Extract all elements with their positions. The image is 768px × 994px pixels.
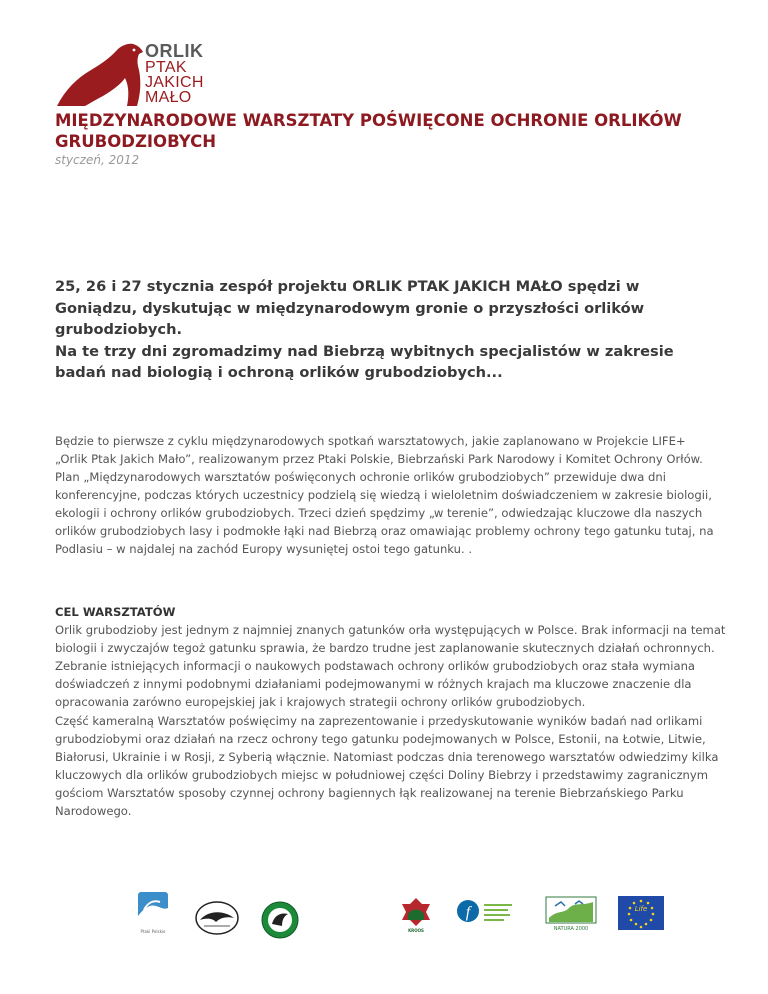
partner-logos — [0, 880, 768, 960]
fund-logo-icon — [456, 894, 516, 928]
eu-life-logo-icon — [618, 896, 664, 930]
goal-paragraph-1: Orlik grubodzioby jest jednym z najmniej znanych gatunków orła występujących w Polsce. Brak informacji na temat biologii i zwyczajów tegoż gatunku sprawia, że bardzo trudne jest zaplanowanie skutecznych działań ochronnych. — [55, 623, 726, 656]
logo-line-orlik: ORLIK — [145, 41, 204, 61]
lead-paragraph-2: Na te trzy dni zgromadzimy nad Biebrzą wybitnych specjalistów w zakresie badań nad biologią i ochroną orlików grubodziobych... — [55, 342, 674, 381]
natura-2000-label: NATURA 2000 — [553, 926, 589, 932]
goal-paragraph-3: Część kameralną Warsztatów poświęcimy na zaprezentowanie i przedyskutowanie wyników badań nad orlikami grubodziobymi oraz działań na rzecz ochrony tego gatunku podejmowanych w Polsce, Estonii, na Łotwie, Litwie, Białorusi, Ukrainie i w Rosji, z Syberią włącznie. Natomiast podczas dnia terenowego warsztatów odwiedzimy kilka kluczowych dla orlików grubodziobych miejsc w południowej części Doliny Biebrzy i przedstawimy zagranicznym gościom Warsztatów sposoby czynnej ochrony bagiennych łąk realizowanej na terenie Biebrzańskiego Parku Narodowego. — [55, 713, 719, 819]
lead-section — [55, 276, 705, 384]
kroos-label: KROOS — [408, 928, 424, 933]
eagle-oval-logo-icon — [194, 900, 240, 936]
eagle-committee-logo-icon — [260, 900, 300, 940]
publication-date: styczeń, 2012 — [55, 153, 140, 167]
goal-paragraph-2: Zebranie istniejących informacji o naukowych podstawach ochrony orlików grubodziobych oraz stała wymiana doświadczeń z innymi podobnymi działaniami podejmowanymi w różnych krajach ma kluczowe znaczenie dla opracowania zarówno europejskiej jak i krajowych strategii ochrony orlików grubodziobych. — [55, 659, 696, 710]
natura-2000-logo-icon — [545, 896, 597, 930]
logo-wordmark — [145, 42, 204, 105]
kroos-logo-icon — [400, 896, 432, 926]
page-title: MIĘDZYNARODOWE WARSZTATY POŚWIĘCONE OCHRONIE ORLIKÓW GRUBODZIOBYCH — [55, 111, 682, 151]
ptaki-polskie-logo-icon — [136, 890, 170, 928]
logo-line-malo: MAŁO — [145, 89, 192, 106]
section-heading: CEL WARSZTATÓW — [55, 605, 176, 619]
intro-paragraph: Będzie to pierwsze z cyklu międzynarodowych spotkań warsztatowych, jakie zaplanowano w Projekcie LIFE+ „Orlik Ptak Jakich Mało”, realizowanym przez Ptaki Polskie, Biebrzański Park Narodowy i Komitet Ochrony Orłów. Plan „Międzynarodowych warsztatów poświęconych ochronie orlików grubodziobych” przewiduje dwa dni konferencyjne, podczas których uczestnicy podzielą się wiedzą i wieloletnim doświadczeniem w zakresie biologii, ekologii i ochrony orlików grubodziobych. Trzeci dzień spędzimy „w terenie”, odwiedzając kluczowe dla naszych orlików grubodziobych lasy i podmokłe łąki nad Biebrzą oraz omawiając problemy ochrony tego gatunku tutaj, na Podlasiu – w najdalej na zachód Europy wysuniętej ostoi tego gatunku. . — [55, 434, 714, 556]
life-label: Life — [634, 905, 648, 913]
svg-text:f: f — [465, 904, 471, 921]
lead-paragraph-1: 25, 26 i 27 stycznia zespół projektu ORLIK PTAK JAKICH MAŁO spędzi w Goniądzu, dyskutując w międzynarodowym gronie o przyszłości orlików grubodziobych. — [55, 278, 645, 338]
goal-section — [55, 603, 730, 820]
logo-line-ptak: PTAK — [145, 59, 187, 76]
logo-line-jakich: JAKICH — [145, 74, 204, 91]
ptaki-polskie-label: Ptaki Polskie — [140, 929, 166, 934]
